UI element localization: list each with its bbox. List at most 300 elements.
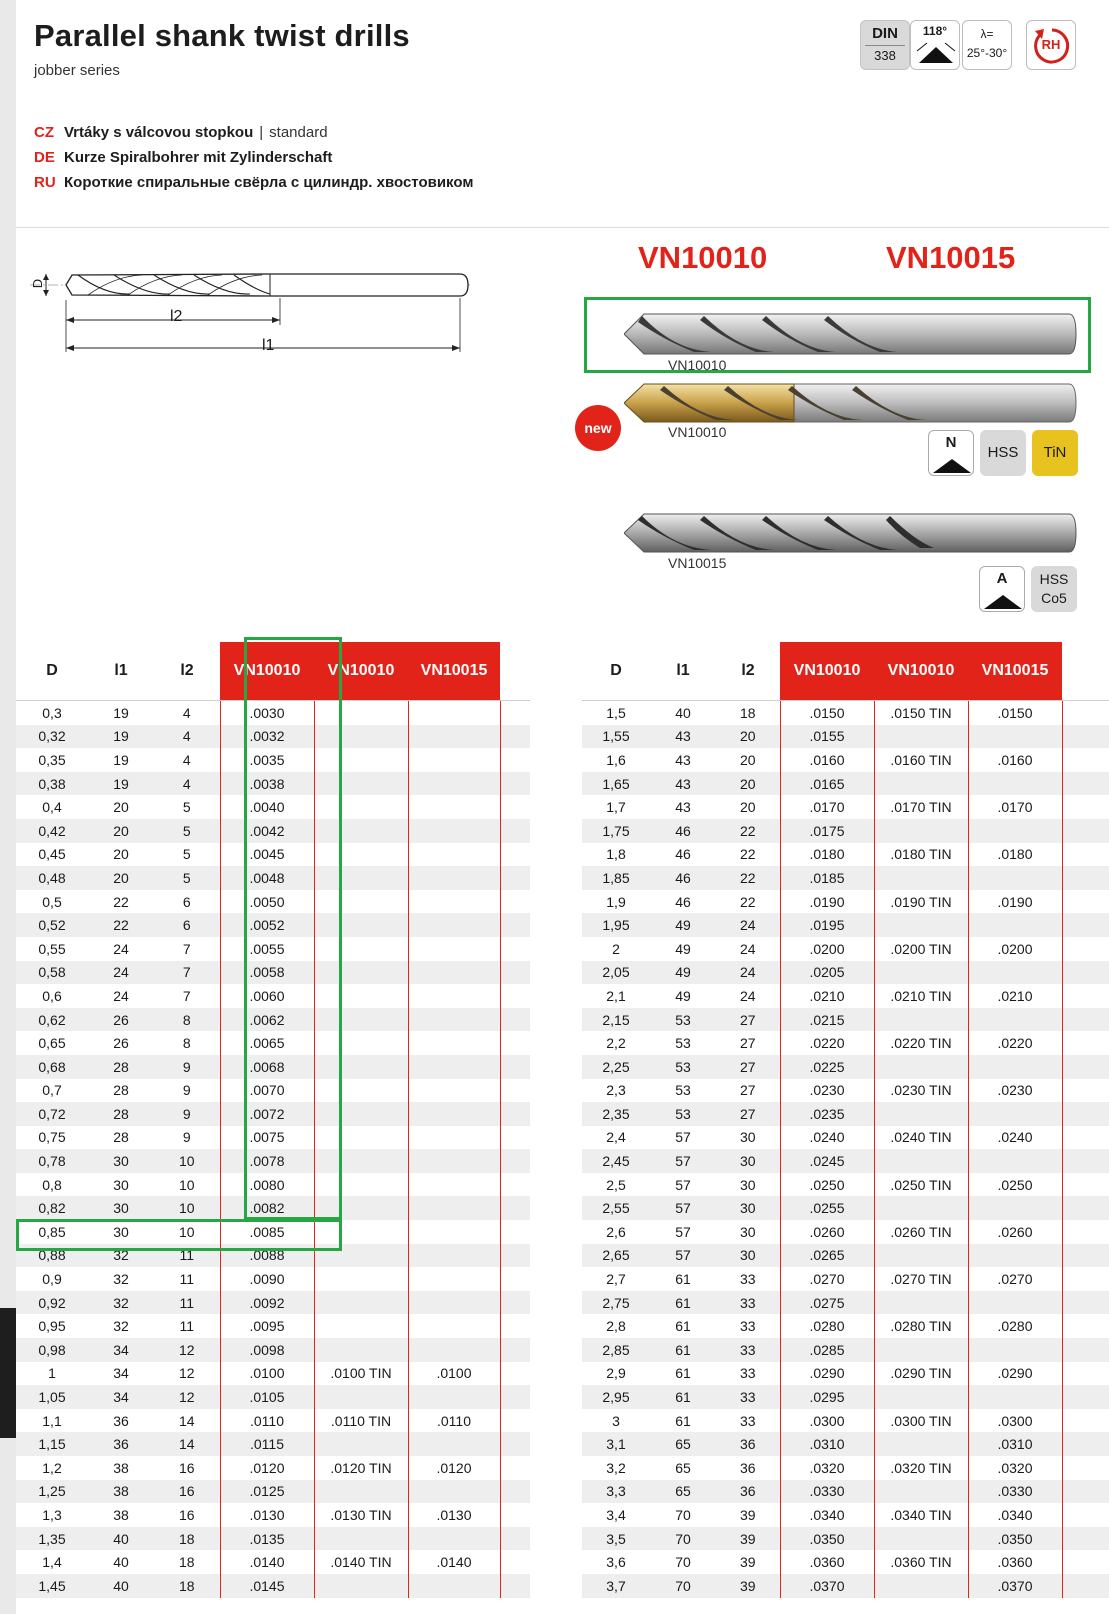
order-code-cell: .0260 TIN — [874, 1220, 968, 1244]
table-row — [582, 748, 1109, 772]
row-spacer — [500, 1055, 530, 1079]
dimension-cell: 43 — [650, 725, 716, 749]
dimension-cell: 65 — [650, 1480, 716, 1504]
dimension-cell: 24 — [716, 984, 780, 1008]
dimension-cell: 46 — [650, 843, 716, 867]
order-code-cell — [408, 1079, 500, 1103]
dimension-cell: 36 — [88, 1409, 154, 1433]
dimension-cell: 57 — [650, 1173, 716, 1197]
order-code-cell — [408, 913, 500, 937]
order-code-cell — [408, 1031, 500, 1055]
dimension-cell: 7 — [154, 937, 220, 961]
rotation-label: RH — [1041, 37, 1061, 52]
co5-label: Co5 — [1041, 590, 1067, 606]
order-code-cell: .0032 — [220, 725, 314, 749]
order-code-cell: .0045 — [220, 843, 314, 867]
dimension-cell: 8 — [154, 1008, 220, 1032]
dimension-cell: 3,4 — [582, 1503, 650, 1527]
drill-label: VN10010 — [668, 424, 727, 440]
dimension-cell: 18 — [154, 1550, 220, 1574]
dimension-cell: 32 — [88, 1314, 154, 1338]
row-spacer — [1062, 1314, 1109, 1338]
dimension-cell: 40 — [650, 701, 716, 725]
table-row — [582, 1527, 1109, 1551]
order-code-cell: .0245 — [780, 1149, 874, 1173]
diameter-label: D — [30, 278, 46, 289]
dimension-cell: 20 — [88, 795, 154, 819]
dimension-cell: 30 — [716, 1173, 780, 1197]
new-badge: new — [575, 405, 621, 451]
order-code-cell: .0190 TIN — [874, 890, 968, 914]
order-code-cell — [874, 1527, 968, 1551]
dimension-cell: 2,55 — [582, 1196, 650, 1220]
dimension-cell: 26 — [88, 1031, 154, 1055]
order-code-cell — [874, 1338, 968, 1362]
order-code-cell — [874, 1574, 968, 1598]
order-code-cell: .0150 — [780, 701, 874, 725]
order-code-cell: .0280 — [780, 1314, 874, 1338]
order-code-cell: .0370 — [780, 1574, 874, 1598]
dimension-cell: 40 — [88, 1550, 154, 1574]
dimension-cell: 0,88 — [16, 1244, 88, 1268]
order-code-cell: .0078 — [220, 1149, 314, 1173]
order-code-cell: .0240 TIN — [874, 1126, 968, 1150]
order-code-cell — [314, 1574, 408, 1598]
din-number: 338 — [874, 48, 896, 63]
dimension-cell: 24 — [716, 937, 780, 961]
order-code-cell: .0250 — [780, 1173, 874, 1197]
order-code-cell — [314, 1314, 408, 1338]
dimension-cell: 34 — [88, 1385, 154, 1409]
dimension-cell: 2,3 — [582, 1079, 650, 1103]
order-code-cell: .0215 — [780, 1008, 874, 1032]
order-code-cell — [408, 725, 500, 749]
order-code-cell: .0165 — [780, 772, 874, 796]
order-code-cell: .0320 TIN — [874, 1456, 968, 1480]
order-code-cell: .0270 TIN — [874, 1267, 968, 1291]
dimension-cell: 5 — [154, 819, 220, 843]
dimension-cell: 2,7 — [582, 1267, 650, 1291]
order-code-cell — [408, 819, 500, 843]
row-spacer — [1062, 1362, 1109, 1386]
table-row — [16, 1550, 530, 1574]
order-code-cell: .0095 — [220, 1314, 314, 1338]
dimension-cell: 19 — [88, 748, 154, 772]
dimension-cell: 38 — [88, 1456, 154, 1480]
dimension-cell: 5 — [154, 843, 220, 867]
drill-label: VN10015 — [668, 555, 727, 571]
row-spacer — [1062, 1480, 1109, 1504]
dimension-cell: 2,95 — [582, 1385, 650, 1409]
lang-line-cz — [34, 124, 328, 141]
table-row — [582, 1432, 1109, 1456]
order-code-cell: .0120 — [408, 1456, 500, 1480]
table-row — [582, 795, 1109, 819]
order-code-cell — [968, 772, 1062, 796]
dimension-cell: 0,75 — [16, 1126, 88, 1150]
product-code-vn10010: VN10010 — [638, 240, 768, 275]
column-header: D — [582, 642, 650, 701]
dimension-cell: 19 — [88, 725, 154, 749]
order-code-cell: .0088 — [220, 1244, 314, 1268]
dimension-cell: 33 — [716, 1291, 780, 1315]
table-row — [582, 725, 1109, 749]
order-code-cell — [408, 1220, 500, 1244]
dimension-cell: 33 — [716, 1267, 780, 1291]
dimension-cell: 3,1 — [582, 1432, 650, 1456]
dimension-cell: 9 — [154, 1055, 220, 1079]
material-point-shape-icon — [980, 567, 1026, 613]
dimension-cell: 14 — [154, 1432, 220, 1456]
product-code-vn10015: VN10015 — [886, 240, 1016, 275]
table-row — [582, 1102, 1109, 1126]
dimension-cell: 24 — [716, 961, 780, 985]
row-spacer — [1062, 772, 1109, 796]
row-spacer — [500, 1432, 530, 1456]
order-code-cell: .0110 TIN — [314, 1409, 408, 1433]
dimension-cell: 24 — [716, 913, 780, 937]
dimension-cell: 2,75 — [582, 1291, 650, 1315]
dimension-cell: 18 — [716, 701, 780, 725]
dimension-cell: 0,8 — [16, 1173, 88, 1197]
dimension-cell: 20 — [716, 772, 780, 796]
order-code-cell — [874, 725, 968, 749]
dimension-cell: 40 — [88, 1527, 154, 1551]
table-row — [582, 1149, 1109, 1173]
order-code-cell — [314, 1480, 408, 1504]
dimension-cell: 36 — [716, 1456, 780, 1480]
order-code-cell: .0068 — [220, 1055, 314, 1079]
order-code-cell — [408, 1480, 500, 1504]
dimension-cell: 33 — [716, 1409, 780, 1433]
dimension-cell: 2,1 — [582, 984, 650, 1008]
order-code-cell: .0195 — [780, 913, 874, 937]
dimension-cell: 2,2 — [582, 1031, 650, 1055]
tin-coating-badge: TiN — [1032, 430, 1078, 476]
row-spacer — [500, 866, 530, 890]
dimension-cell: 46 — [650, 819, 716, 843]
column-header-code: VN10010 — [874, 642, 968, 701]
dimension-cell: 18 — [154, 1527, 220, 1551]
dimension-cell: 11 — [154, 1267, 220, 1291]
dimension-cell: 61 — [650, 1338, 716, 1362]
header-spacer — [1062, 642, 1109, 701]
order-code-cell: .0150 — [968, 701, 1062, 725]
order-code-cell: .0100 — [408, 1362, 500, 1386]
dimension-cell: 30 — [716, 1149, 780, 1173]
dimension-cell: 20 — [716, 795, 780, 819]
dimension-cell: 65 — [650, 1432, 716, 1456]
dimension-cell: 46 — [650, 890, 716, 914]
dimension-cell: 0,92 — [16, 1291, 88, 1315]
dimension-cell: 1,65 — [582, 772, 650, 796]
row-spacer — [1062, 1079, 1109, 1103]
order-code-cell: .0310 — [968, 1432, 1062, 1456]
dimension-cell: 1,75 — [582, 819, 650, 843]
dimension-cell: 43 — [650, 748, 716, 772]
dimension-cell: 9 — [154, 1126, 220, 1150]
order-code-cell: .0160 — [780, 748, 874, 772]
dimension-cell: 30 — [716, 1196, 780, 1220]
order-code-cell — [968, 1196, 1062, 1220]
column-header-code: VN10010 — [314, 642, 408, 701]
dimension-cell: 36 — [716, 1432, 780, 1456]
dimension-cell: 30 — [88, 1149, 154, 1173]
dimension-cell: 22 — [716, 843, 780, 867]
dimension-cell: 7 — [154, 961, 220, 985]
din-rule — [865, 45, 905, 46]
order-code-cell — [968, 913, 1062, 937]
dimension-cell: 0,82 — [16, 1196, 88, 1220]
dimension-cell: 34 — [88, 1338, 154, 1362]
order-code-cell: .0250 TIN — [874, 1173, 968, 1197]
dimension-cell: 18 — [154, 1574, 220, 1598]
order-code-cell: .0295 — [780, 1385, 874, 1409]
row-spacer — [1062, 725, 1109, 749]
order-code-cell — [968, 819, 1062, 843]
dimension-cell: 2,4 — [582, 1126, 650, 1150]
dimension-cell: 2,25 — [582, 1055, 650, 1079]
order-code-cell: .0320 — [780, 1456, 874, 1480]
dimension-cell: 0,72 — [16, 1102, 88, 1126]
order-code-cell: .0115 — [220, 1432, 314, 1456]
order-code-cell — [408, 961, 500, 985]
table-row — [582, 819, 1109, 843]
dimension-cell: 34 — [88, 1362, 154, 1386]
order-code-cell — [968, 725, 1062, 749]
order-code-cell: .0200 TIN — [874, 937, 968, 961]
table-row — [582, 1031, 1109, 1055]
dimension-cell: 10 — [154, 1149, 220, 1173]
row-spacer — [500, 1126, 530, 1150]
dimension-cell: 61 — [650, 1409, 716, 1433]
dimension-cell: 49 — [650, 961, 716, 985]
dimension-cell: 30 — [88, 1196, 154, 1220]
order-code-cell — [408, 1149, 500, 1173]
dimension-cell: 0,3 — [16, 701, 88, 725]
order-code-cell — [408, 1314, 500, 1338]
row-spacer — [500, 1527, 530, 1551]
row-spacer — [500, 1079, 530, 1103]
dimension-cell: 4 — [154, 772, 220, 796]
dimension-cell: 43 — [650, 795, 716, 819]
order-code-cell: .0135 — [220, 1527, 314, 1551]
dimension-cell: 0,7 — [16, 1079, 88, 1103]
order-code-cell — [874, 1196, 968, 1220]
header-divider — [16, 227, 1109, 228]
dimension-cell: 2,6 — [582, 1220, 650, 1244]
order-code-cell — [408, 1244, 500, 1268]
dimension-cell: 10 — [154, 1196, 220, 1220]
table-row — [16, 1314, 530, 1338]
table-row — [16, 1480, 530, 1504]
order-code-cell: .0330 — [968, 1480, 1062, 1504]
order-code-cell: .0370 — [968, 1574, 1062, 1598]
dimension-cell: 1,3 — [16, 1503, 88, 1527]
order-code-cell: .0105 — [220, 1385, 314, 1409]
table-row — [582, 1220, 1109, 1244]
order-code-cell: .0160 — [968, 748, 1062, 772]
order-code-cell: .0092 — [220, 1291, 314, 1315]
dimension-cell: 61 — [650, 1362, 716, 1386]
order-code-cell: .0170 TIN — [874, 795, 968, 819]
order-code-cell: .0048 — [220, 866, 314, 890]
order-code-cell: .0160 TIN — [874, 748, 968, 772]
order-code-cell: .0240 — [780, 1126, 874, 1150]
dimension-cell: 2,35 — [582, 1102, 650, 1126]
row-spacer — [1062, 1409, 1109, 1433]
order-code-cell: .0350 — [968, 1527, 1062, 1551]
dimension-cell: 49 — [650, 937, 716, 961]
dimension-cell: 28 — [88, 1055, 154, 1079]
order-code-cell — [408, 890, 500, 914]
dimension-cell: 39 — [716, 1503, 780, 1527]
dimension-cell: 24 — [88, 937, 154, 961]
order-code-cell: .0125 — [220, 1480, 314, 1504]
dimension-cell: 53 — [650, 1055, 716, 1079]
table-row — [582, 961, 1109, 985]
row-spacer — [500, 1291, 530, 1315]
dimension-cell: 11 — [154, 1291, 220, 1315]
order-code-cell: .0082 — [220, 1196, 314, 1220]
table-row — [16, 1432, 530, 1456]
order-code-cell — [968, 1008, 1062, 1032]
table-header-row — [582, 642, 1109, 701]
order-code-cell — [408, 843, 500, 867]
order-code-cell — [968, 1149, 1062, 1173]
dimension-cell: 0,62 — [16, 1008, 88, 1032]
dimension-cell: 3,6 — [582, 1550, 650, 1574]
dimension-cell: 70 — [650, 1550, 716, 1574]
dimension-cell: 9 — [154, 1079, 220, 1103]
row-spacer — [1062, 913, 1109, 937]
order-code-cell — [968, 961, 1062, 985]
row-spacer — [1062, 1220, 1109, 1244]
dimension-cell: 11 — [154, 1244, 220, 1268]
dimension-cell: 1,2 — [16, 1456, 88, 1480]
order-code-cell: .0210 — [780, 984, 874, 1008]
helix-angle-icon — [962, 20, 1012, 70]
table-row — [582, 984, 1109, 1008]
dimension-cell: 20 — [88, 866, 154, 890]
row-spacer — [500, 1102, 530, 1126]
row-spacer — [1062, 1267, 1109, 1291]
dimension-cell: 30 — [88, 1220, 154, 1244]
order-code-cell — [874, 961, 968, 985]
dimension-cell: 2,65 — [582, 1244, 650, 1268]
dimension-cell: 2,45 — [582, 1149, 650, 1173]
dimension-cell: 30 — [88, 1173, 154, 1197]
lang-extra: standard — [269, 124, 328, 141]
column-header-code: VN10015 — [408, 642, 500, 701]
order-code-cell: .0280 — [968, 1314, 1062, 1338]
page-title: Parallel shank twist drills — [34, 18, 410, 53]
dimension-cell: 0,55 — [16, 937, 88, 961]
page-edge-tab — [0, 1308, 16, 1438]
dimension-cell: 30 — [716, 1220, 780, 1244]
dimension-cell: 46 — [650, 866, 716, 890]
dimension-cell: 0,35 — [16, 748, 88, 772]
dimension-cell: 61 — [650, 1291, 716, 1315]
order-code-cell: .0290 TIN — [874, 1362, 968, 1386]
dimension-cell: 20 — [88, 819, 154, 843]
order-code-cell: .0038 — [220, 772, 314, 796]
row-spacer — [500, 843, 530, 867]
order-code-cell: .0220 — [780, 1031, 874, 1055]
row-spacer — [500, 937, 530, 961]
dimension-cell: 33 — [716, 1314, 780, 1338]
hss-badge: HSS — [980, 430, 1026, 476]
dimension-cell: 43 — [650, 772, 716, 796]
dimension-cell: 19 — [88, 772, 154, 796]
lang-code: DE — [34, 149, 55, 166]
dimension-cell: 24 — [88, 984, 154, 1008]
order-code-cell — [408, 701, 500, 725]
order-code-cell: .0300 — [780, 1409, 874, 1433]
row-spacer — [500, 984, 530, 1008]
order-code-cell: .0230 — [968, 1079, 1062, 1103]
row-spacer — [500, 1314, 530, 1338]
dimension-cell: 1,4 — [16, 1550, 88, 1574]
row-spacer — [1062, 795, 1109, 819]
dimension-cell: 57 — [650, 1220, 716, 1244]
row-spacer — [500, 1244, 530, 1268]
dimension-cell: 16 — [154, 1503, 220, 1527]
dimension-cell: 0,5 — [16, 890, 88, 914]
order-code-cell — [968, 1055, 1062, 1079]
column-header: l1 — [650, 642, 716, 701]
table-row — [582, 701, 1109, 725]
dimension-cell: 1,95 — [582, 913, 650, 937]
helix-angle-label: λ= — [980, 27, 994, 41]
dimension-cell: 2 — [582, 937, 650, 961]
order-code-cell — [968, 1244, 1062, 1268]
dimension-cell: 0,6 — [16, 984, 88, 1008]
order-code-cell: .0150 TIN — [874, 701, 968, 725]
material-group-a-icon — [979, 566, 1025, 612]
dimension-cell: 4 — [154, 725, 220, 749]
dimension-cell: 65 — [650, 1456, 716, 1480]
table-row — [582, 1456, 1109, 1480]
order-code-cell: .0180 — [968, 843, 1062, 867]
order-code-cell: .0080 — [220, 1173, 314, 1197]
order-code-cell: .0360 — [780, 1550, 874, 1574]
dimension-cell: 32 — [88, 1244, 154, 1268]
order-code-cell: .0042 — [220, 819, 314, 843]
table-row — [582, 1503, 1109, 1527]
dimension-cell: 1,8 — [582, 843, 650, 867]
table-row — [582, 1173, 1109, 1197]
material-point-shape-icon — [929, 431, 975, 477]
row-spacer — [1062, 1102, 1109, 1126]
table-row — [582, 913, 1109, 937]
row-spacer — [1062, 819, 1109, 843]
order-code-cell — [314, 1338, 408, 1362]
row-spacer — [500, 1196, 530, 1220]
dimension-cell: 61 — [650, 1267, 716, 1291]
dimension-cell: 12 — [154, 1338, 220, 1362]
dimension-cell: 57 — [650, 1149, 716, 1173]
length-l1-label: l1 — [262, 337, 275, 354]
dimension-cell: 20 — [88, 843, 154, 867]
dimension-cell: 27 — [716, 1008, 780, 1032]
row-spacer — [1062, 1338, 1109, 1362]
order-code-cell: .0098 — [220, 1338, 314, 1362]
table-row — [582, 772, 1109, 796]
order-code-cell — [874, 1055, 968, 1079]
order-code-cell: .0185 — [780, 866, 874, 890]
order-code-cell — [408, 748, 500, 772]
